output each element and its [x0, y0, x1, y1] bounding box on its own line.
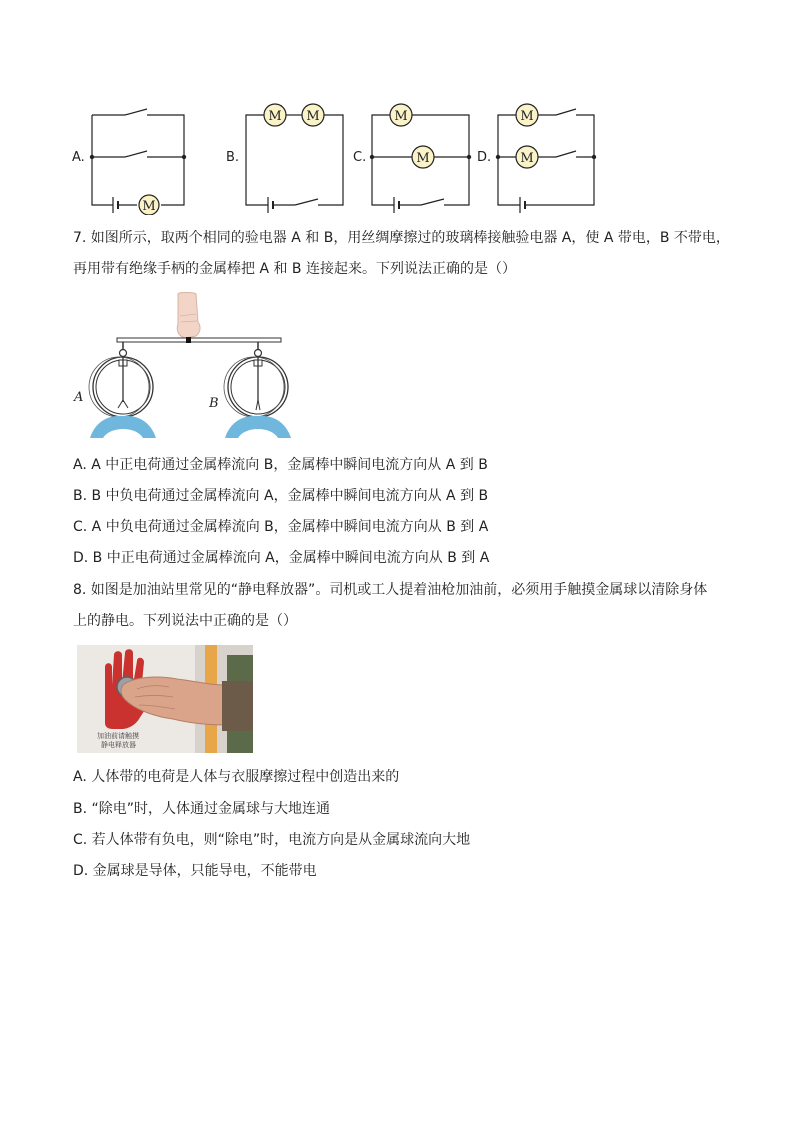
question-8-option-d[interactable]: D. 金属球是导体，只能导电，不能带电 — [73, 863, 317, 879]
circuit-d-label: D. — [477, 150, 492, 165]
question-7-stem-line2: 再用带有绝缘手柄的金属棒把 A 和 B 连接起来。下列说法正确的是（） — [73, 261, 516, 277]
question-7-option-b[interactable]: B. B 中负电荷通过金属棒流向 A，金属棒中瞬间电流方向从 A 到 B — [73, 488, 489, 504]
electroscope-b — [224, 342, 291, 438]
question-8-option-b[interactable]: B. “除电”时，人体通过金属球与大地连通 — [73, 801, 331, 817]
hand-icon — [177, 293, 200, 339]
question-8-option-c[interactable]: C. 若人体带有负电，则“除电”时，电流方向是从金属球流向大地 — [73, 832, 471, 848]
circuit-c-label: C. — [353, 150, 367, 165]
circuit-d-diagram — [492, 100, 602, 215]
electroscope-a — [89, 342, 156, 438]
electroscope-b-label: B — [209, 396, 219, 411]
question-8-option-a[interactable]: A. 人体带的电荷是人体与衣服摩擦过程中创造出来的 — [73, 769, 400, 785]
motor-symbol: M — [520, 151, 534, 166]
static-discharger-photo — [77, 645, 253, 753]
motor-symbol: M — [416, 151, 430, 166]
circuit-b-diagram — [240, 100, 350, 215]
photo-sign-text-line2: 静电释放器 — [101, 741, 136, 749]
question-7-option-a[interactable]: A. A 中正电荷通过金属棒流向 B，金属棒中瞬间电流方向从 A 到 B — [73, 457, 488, 473]
photo-sign-text-line1: 加油前请触摸 — [97, 732, 139, 740]
motor-symbol: M — [306, 109, 320, 124]
motor-symbol: M — [268, 109, 282, 124]
question-7-option-c[interactable]: C. A 中负电荷通过金属棒流向 B，金属棒中瞬间电流方向从 B 到 A — [73, 519, 489, 535]
question-8-stem-line1: 8. 如图是加油站里常见的“静电释放器”。司机或工人提着油枪加油前，必须用手触摸金属球以清除身体 — [73, 582, 708, 598]
circuit-options-row — [0, 95, 794, 220]
motor-symbol: M — [142, 199, 156, 214]
electroscope-a-label: A — [74, 390, 84, 405]
circuit-c-diagram — [366, 100, 476, 215]
metal-rod — [117, 338, 281, 342]
circuit-b-label: B. — [226, 150, 240, 165]
motor-symbol: M — [394, 109, 408, 124]
question-8-stem-line2: 上的静电。下列说法中正确的是（） — [73, 613, 297, 629]
question-7-stem-line1: 7. 如图所示，取两个相同的验电器 A 和 B，用丝绸摩擦过的玻璃棒接触验电器 A，使 A 带电，B 不带电， — [73, 230, 730, 246]
electroscope-figure — [70, 292, 315, 444]
question-7-option-d[interactable]: D. B 中正电荷通过金属棒流向 A，金属棒中瞬间电流方向从 B 到 A — [73, 550, 490, 566]
motor-symbol: M — [520, 109, 534, 124]
circuit-a-label: A. — [72, 150, 85, 165]
circuit-a-diagram — [85, 105, 190, 215]
